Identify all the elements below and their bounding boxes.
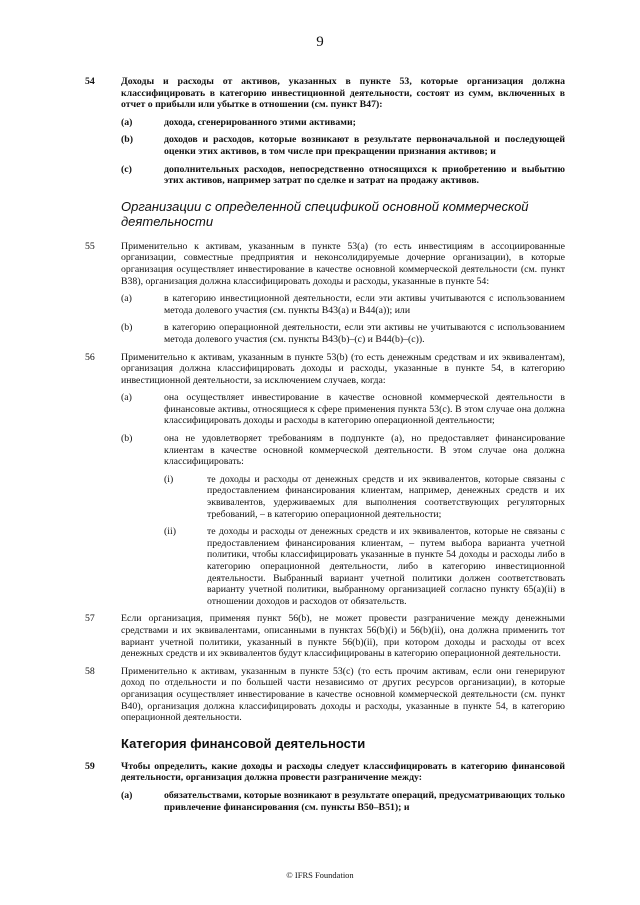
paragraph-57: [85, 613, 565, 659]
item-label: (a): [121, 293, 132, 305]
item-label: (a): [121, 116, 133, 128]
footer-copyright: © IFRS Foundation: [286, 870, 354, 880]
sub-item-label: (i): [164, 473, 174, 485]
page-content: [85, 76, 565, 819]
paragraph-text: Чтобы определить, какие доходы и расходы следует классифицировать в категорию финансовой деятельности, организация должна провести разграничение между:: [121, 760, 565, 784]
item-text: в категорию инвестиционной деятельности, если эти активы учитываются с использованием метода долевого участия (см. пункты B43(a) и B44(a)); или: [164, 293, 565, 316]
item-label: (b): [121, 134, 133, 146]
item-label: (b): [121, 433, 133, 445]
paragraph-number: 57: [85, 613, 95, 625]
list-item-a: [121, 293, 565, 316]
item-label: (a): [121, 789, 133, 801]
sub-item-ii: [164, 526, 565, 607]
paragraph-text: Доходы и расходы от активов, указанных в пункте 53, которые организация должна классифицировать в категорию инвестиционной деятельности, состоят из сумм, включенных в отчет о прибыли или убытке в отношении (см. пункт B47):: [121, 76, 565, 111]
paragraph-number: 58: [85, 665, 95, 677]
page-number: 9: [316, 34, 324, 50]
list-item-b: [121, 322, 565, 345]
paragraph-text: Применительно к активам, указанным в пункте 53(a) (то есть инвестициям в ассоциированные организации, совместные предприятия и неконсолидируемые дочерние организации), в которые организация осуществляет инвестирование в качестве основной коммерческой деятельности (см. пункт B38), организация должна классифицировать доходы и расходы, указанные в пункте 54:: [121, 240, 565, 287]
list-item-a: [121, 790, 565, 813]
section-heading-specific-activity: Организации с определенной спецификой основной коммерческой деятельности: [121, 198, 529, 229]
paragraph-number: 56: [85, 351, 95, 363]
list-item-b: [121, 433, 565, 607]
paragraph-55: [85, 241, 565, 346]
item-text: дополнительных расходов, непосредственно относящихся к приобретению и выбытию этих активов, например затрат по сделке и затрат на продажу активов.: [164, 163, 565, 187]
sub-item-label: (ii): [164, 526, 176, 538]
item-label: (b): [121, 322, 133, 334]
item-label: (a): [121, 392, 132, 404]
sub-item-text: те доходы и расходы от денежных средств и их эквивалентов, которые связаны с предоставлением финансирования клиентам, например, денежных средств и их эквивалентов, удерживаемых для выполнения соответствующих регуляторных требований, – в категорию операционной деятельности;: [207, 473, 565, 520]
paragraph-text: Если организация, применяя пункт 56(b), не может провести разграничение между денежными средствами и их эквивалентами, описанными в пунктах 56(b)(i) и 56(b)(ii), она должна применить тот вариант учетной политики, указанный в пункте 56(b)(ii), при котором доходы и расходы от всех денежных средств и их эквивалентов будут классифицированы в категорию операционной деятельности.: [121, 613, 565, 660]
paragraph-59: [85, 761, 565, 813]
paragraph-58: [85, 666, 565, 724]
section-heading-financing: Категория финансовой деятельности: [121, 735, 366, 751]
paragraph-56: [85, 352, 565, 608]
paragraph-text: Применительно к активам, указанным в пункте 53(b) (то есть денежным средствам и их эквивалентам), организация должна классифицировать доходы и расходы, указанные в пункте 54, в категорию инвестиционной деятельности, за исключением случаев, когда:: [121, 351, 565, 386]
sub-item-i: [164, 474, 565, 520]
list-item-a: [121, 392, 565, 427]
item-text: в категорию операционной деятельности, если эти активы не учитываются с использованием метода долевого участия (см. пункты B43(b)–(c) и B44(b)–(c)).: [164, 322, 565, 345]
item-text: доходов и расходов, которые возникают в результате первоначальной и последующей оценки этих активов, в том числе при прекращении признания активов; и: [164, 134, 565, 157]
item-text: она осуществляет инвестирование в качестве основной коммерческой деятельности в финансовые активы, относящиеся к сфере применения пункта 53(c). В этом случае она должна классифицировать доходы и расходы в категорию операционной деятельности;: [164, 392, 565, 427]
paragraph-54: [85, 76, 565, 187]
item-text: обязательствами, которые возникают в результате операций, предусматривающих только привлечение финансирования (см. пункты B50–B51); и: [164, 789, 565, 813]
item-label: (c): [121, 163, 132, 175]
paragraph-number: 55: [85, 240, 95, 252]
list-item-a: [121, 117, 565, 129]
list-item-c: [121, 164, 565, 187]
paragraph-number: 54: [85, 76, 95, 87]
list-item-b: [121, 134, 565, 157]
paragraph-text: Применительно к активам, указанным в пункте 53(c) (то есть прочим активам, если они генерируют доход по отдельности и по большей части независимо от других ресурсов организации), в которые организация осуществляет инвестирование в качестве основной коммерческой деятельности (см. пункт B40), организация должна классифицировать доходы и расходы, указанные в пункте 54, в категорию операционной деятельности.: [121, 665, 565, 724]
sub-item-text: те доходы и расходы от денежных средств и их эквивалентов, которые не связаны с предоставлением финансирования клиентам, – путем выбора варианта учетной политики, чтобы классифицировать указанные в пункте 54 доходы и расходы либо в категорию операционной деятельности, либо в категорию инвестиционной деятельности. Выбранный вариант учетной политики должен соответствовать варианту учетной политики, выбранному организацией согласно пункту 65(a)(ii) в отношении доходов и расходов от обязательств.: [207, 526, 565, 607]
paragraph-number: 59: [85, 760, 95, 772]
item-text: она не удовлетворяет требованиям в подпункте (a), но предоставляет финансирование клиентам в качестве основной коммерческой деятельности. В этом случае она должна классифицировать:: [164, 433, 565, 468]
item-text: дохода, сгенерированного этими активами;: [164, 116, 356, 128]
